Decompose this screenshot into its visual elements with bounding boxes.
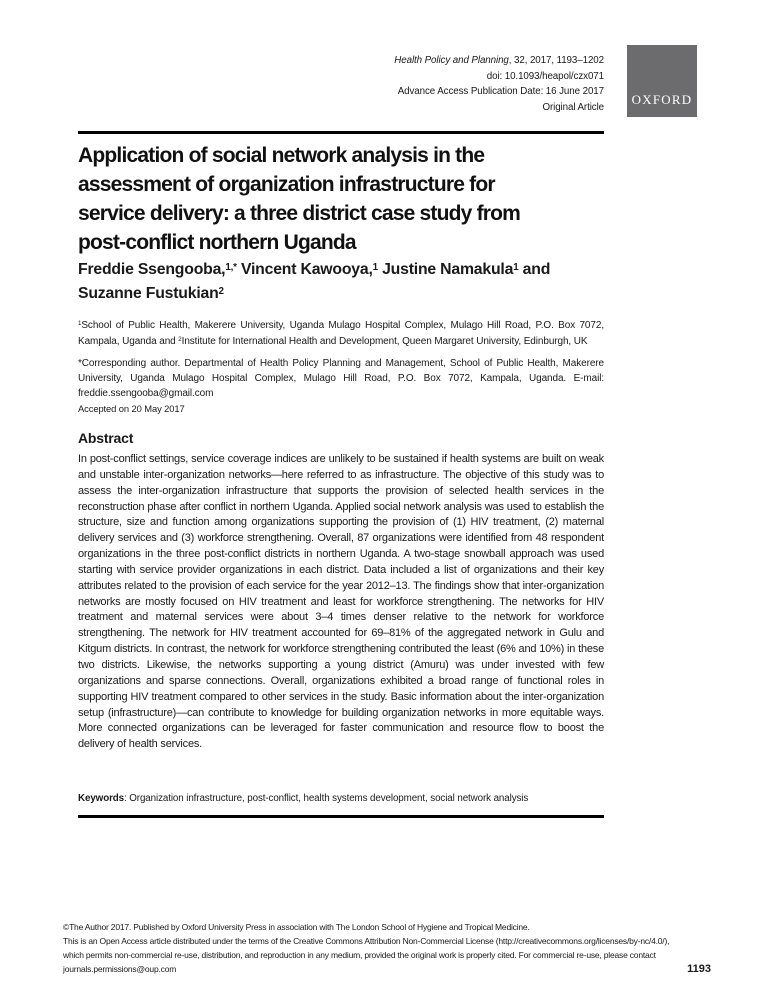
journal-citation-line [394,53,604,69]
license-line-1: This is an Open Access article distributed under the terms of the Creative Commons Attribution Non-Commercial License (http://creativecommons.org/licenses/by-nc/4.0/), [63,936,670,946]
affiliation-superscript-2: 2 [178,336,182,344]
author-line-2 [78,283,618,307]
author-name: Vincent Kawooya, [236,261,373,278]
accepted-date: Accepted on 20 May 2017 [78,403,185,414]
affiliation-superscript-1: 1 [78,320,82,328]
keywords-text: : Organization infrastructure, post-conflict, health systems development, social network analysis [124,793,529,804]
author-name: Justine Namakula [377,261,514,278]
author-name: Freddie Ssengooba, [78,261,226,278]
abstract-heading: Abstract [78,430,134,446]
author-superscript: 1 [513,261,519,273]
affiliations-text [78,318,604,350]
oxford-university-press-logo [627,45,697,117]
author-superscript: 2 [218,285,224,297]
article-type-label: Original Article [542,101,604,113]
title-line-2: assessment of organization infrastructure for [78,173,495,196]
header-citation-block [394,53,604,115]
page-number: 1193 [687,963,711,975]
title-line-1: Application of social network analysis in the [78,144,485,167]
journal-name: Health Policy and Planning [394,55,509,66]
footer-block [63,920,711,976]
abstract-body: In post-conflict settings, service coverage indices are unlikely to be sustained if health systems are built on weak and unstable inter-organization networks—here referred to as infrastructure. The objective of this study was to assess the inter-organization infrastructure that supports the provision of selected health services in the reconstruction phase after conflict in northern Uganda. Applied social network analysis was used to establish the structure, size and function among organizations supporting the provision of (1) HIV treatment, (2) maternal delivery services and (3) workforce strengthening. Overall, 87 organizations were identified from 48 respondent organizations in the three post-conflict districts in northern Uganda. A two-stage snowball approach was used starting with service provider organizations in each district. Data included a list of organizations and their key attributes related to the provision of each service for the year 2012–13. The findings show that inter-organization networks are mostly focused on HIV treatment and least for workforce strengthening. The networks for HIV treatment and maternal services were about 3–4 times denser relative to the network for workforce strengthening. The network for HIV treatment accounted for 69–81% of the aggregated network in Gulu and Kitgum districts. In contrast, the network for workforce strengthening contributed the least (6% and 10%) in these two districts. Likewise, the networks supporting a young district (Amuru) was under invested with few organizations and sparse connections. Overall, organizations exhibited a broad range of functional roles in supporting HIV treatment compared to other services in the study. Basic information about the inter-organization setup (infrastructure)—can contribute to knowledge for building organization networks in more equitable ways. More connected organizations can be leveraged for faster communication and resource flow to boost the delivery of health services. [78,453,604,751]
title-top-rule [78,131,604,134]
correspondence-note: *Corresponding author. Departmental of Health Policy Planning and Management, School of Public Health, Makerere University, Uganda Mulago Hospital Complex, Mulago Hill Road, P.O. Box 7072, Kampala, Uganda. E-mail: freddie.ssengooba@gmail.com [78,358,604,399]
title-line-3: service delivery: a three district case study from [78,202,521,225]
oxford-logo-text: OXFORD [631,92,693,107]
author-superscript: 1 [372,261,378,273]
journal-issue-pages: , 32, 2017, 1193–1202 [508,55,604,66]
keywords-label: Keywords [78,793,125,804]
advance-access-line: Advance Access Publication Date: 16 June 2017 [397,86,604,97]
title-line-4: post-conflict northern Uganda [78,231,356,254]
doi-line: doi: 10.1093/heapol/czx071 [486,70,604,82]
keywords-bottom-rule [78,815,604,818]
affiliation-1: School of Public Health, Makerere University, Uganda Mulago Hospital Complex, Mulago Hill Road, P.O. Box 7072, Kampala, Uganda and [78,320,604,347]
license-line-2: which permits non-commercial re-use, distribution, and reproduction in any medium, provided the original work is properly cited. For commercial re-use, please contact [63,950,656,960]
author-line-1 [78,259,618,283]
author-name: Suzanne Fustukian [78,285,219,302]
keywords-line [78,793,618,804]
author-list [78,259,618,307]
copyright-line: ©The Author 2017. Published by Oxford University Press in association with The London School of Hygiene and Tropical Medicine. [63,922,530,932]
author-superscript: 1,* [225,261,237,273]
article-title [78,141,638,257]
author-conjunction: and [518,261,551,278]
affiliation-2: Institute for International Health and Development, Queen Margaret University, Edinburgh, UK [181,336,588,347]
permissions-email: journals.permissions@oup.com [63,964,177,974]
